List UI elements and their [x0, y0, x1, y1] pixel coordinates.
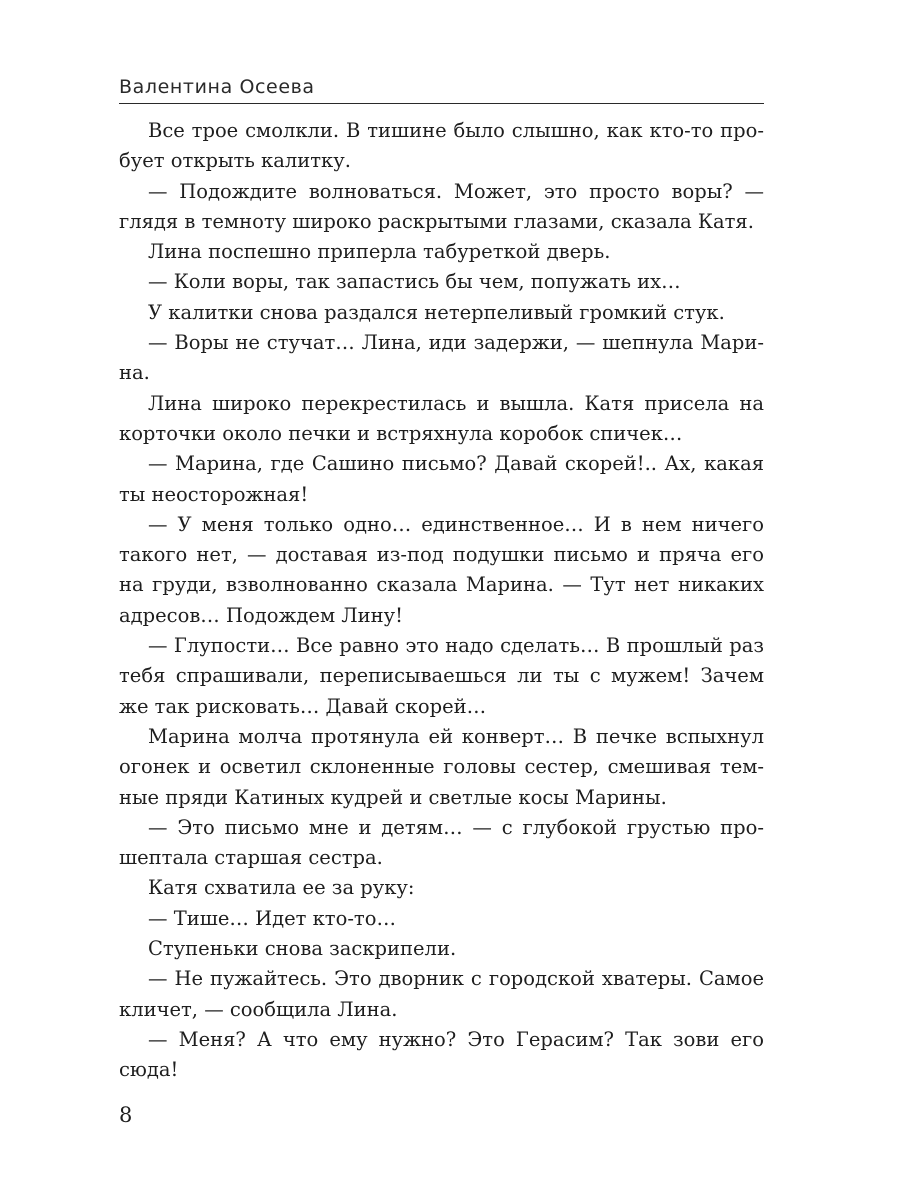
paragraph: — Это письмо мне и детям… — с глубокой грустью прошептала старшая сестра. [119, 815, 764, 870]
paragraph: — Глупости… Все равно это надо сделать… В прошлый раз тебя спрашивали, переписываешься ли ты с мужем! Зачем же так рисковать… Давай скорей… [119, 634, 764, 718]
body-text [119, 116, 764, 1086]
page-number: 8 [119, 1103, 133, 1127]
paragraph: — Марина, где Сашино письмо? Давай скорей!.. Ах, какая ты неосторожная! [119, 452, 764, 506]
paragraph: Лина поспешно приперла табуреткой дверь. [148, 240, 611, 264]
paragraph: — У меня только одно… единственное… И в нем ничего такого нет, — доставая из-под подушки письмо и пряча его на груди, взволнованно сказала Марина. — Тут нет никаких адресов… Подождем Лину! [119, 512, 764, 627]
paragraph: — Не пужайтесь. Это дворник с городской хватеры. Самое кличет, — сообщила Лина. [119, 967, 764, 1021]
paragraph: — Воры не стучат… Лина, иди задержи, — шепнула Марина. [119, 331, 764, 385]
paragraph: Все трое смолкли. В тишине было слышно, как кто-то пробует открыть калитку. [119, 119, 764, 173]
paragraph: — Меня? А что ему нужно? Это Герасим? Так зови его сюда! [119, 1027, 764, 1082]
paragraph: Катя схватила ее за руку: [148, 876, 415, 900]
paragraph: — Коли воры, так запастись бы чем, попужать их… [148, 270, 681, 294]
paragraph: Марина молча протянула ей конверт… В печке вспыхнул огонек и осветил склоненные головы сестер, смешивая темные пряди Катиных кудрей и светлые косы Марины. [119, 724, 764, 809]
paragraph: Лина широко перекрестилась и вышла. Катя присела на корточки около печки и встряхнула коробок спичек… [119, 391, 764, 445]
paragraph: — Подождите волноваться. Может, это просто воры? — глядя в темноту широко раскрытыми глазами, сказала Катя. [119, 179, 764, 233]
paragraph: У калитки снова раздался нетерпеливый громкий стук. [148, 300, 725, 324]
paragraph: — Тише… Идет кто-то… [148, 906, 396, 930]
paragraph: Ступеньки снова заскрипели. [148, 937, 457, 961]
running-head-author: Валентина Осеева [119, 74, 764, 104]
